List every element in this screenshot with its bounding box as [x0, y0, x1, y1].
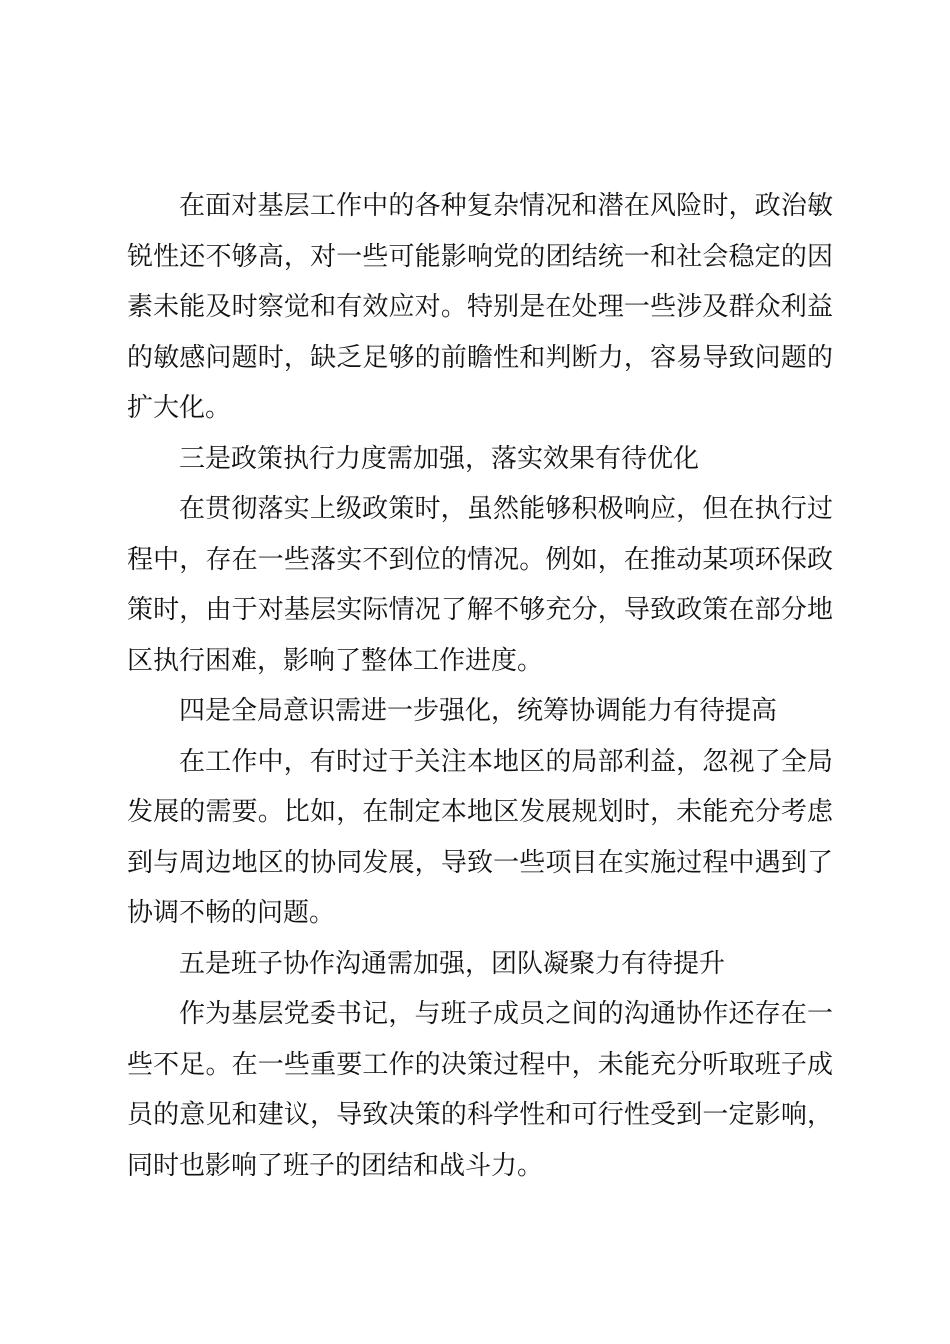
body-paragraph-1: 在面对基层工作中的各种复杂情况和潜在风险时，政治敏锐性还不够高，对一些可能影响党的团结统一和社会稳定的因素未能及时察觉和有效应对。特别是在处理一些涉及群众利益的敏感问题时，缺乏足够的前瞻性和判断力，容易导致问题的扩大化。	[127, 191, 833, 423]
document-body	[127, 181, 833, 1191]
body-paragraph-4: 作为基层党委书记，与班子成员之间的沟通协作还存在一些不足。在一些重要工作的决策过程中，未能充分听取班子成员的意见和建议，导致决策的科学性和可行性受到一定影响，同时也影响了班子的团结和战斗力。	[127, 999, 833, 1181]
body-paragraph-3: 在工作中，有时过于关注本地区的局部利益，忽视了全局发展的需要。比如，在制定本地区发展规划时，未能充分考虑到与周边地区的协同发展，导致一些项目在实施过程中遇到了协调不畅的问题。	[127, 746, 833, 928]
section-heading-5: 五是班子协作沟通需加强，团队凝聚力有待提升	[179, 948, 726, 979]
section-heading-4: 四是全局意识需进一步强化，统筹协调能力有待提高	[179, 696, 778, 726]
section-heading-3: 三是政策执行力度需加强，落实效果有待优化	[179, 443, 700, 474]
body-paragraph-2: 在贯彻落实上级政策时，虽然能够积极响应，但在执行过程中，存在一些落实不到位的情况。例如，在推动某项环保政策时，由于对基层实际情况了解不够充分，导致政策在部分地区执行困难，影响了整体工作进度。	[127, 494, 833, 676]
